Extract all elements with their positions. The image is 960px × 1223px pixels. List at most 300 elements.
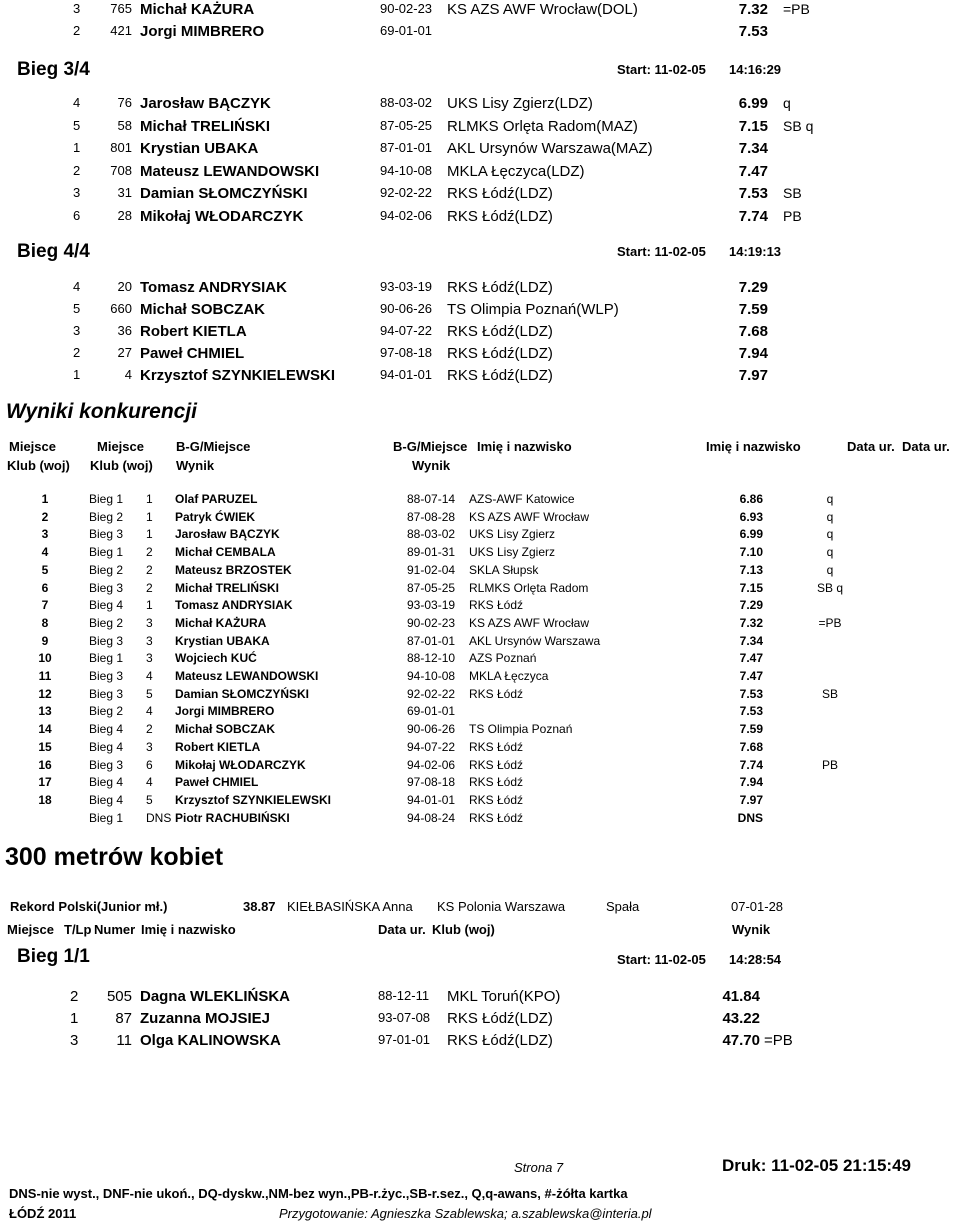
result: DNS [737, 810, 763, 825]
birth-date: 87-05-25 [380, 117, 433, 133]
column-header: Wynik [412, 458, 451, 473]
heat-place: 2 [146, 580, 153, 595]
hdr-result: Wynik [732, 922, 771, 937]
birth-date: 90-06-26 [407, 722, 456, 737]
birth-date: 94-02-06 [407, 757, 456, 772]
birth-date: 92-02-22 [407, 686, 456, 701]
heat: Bieg 4 [89, 792, 124, 807]
rank: 10 [38, 651, 52, 666]
club: KS AZS AWF Wrocław(DOL) [447, 1, 638, 18]
heat: Bieg 4 [89, 598, 124, 613]
result-note: q [826, 545, 834, 560]
column-header: Miejsce [97, 439, 144, 454]
result-note: q [826, 527, 834, 542]
rank: 12 [38, 686, 52, 701]
rank: 14 [38, 722, 52, 737]
club: RKS Łódź [469, 739, 524, 754]
birth-date: 88-07-14 [407, 492, 456, 506]
result: 7.59 [738, 301, 768, 318]
athlete-name: Jorgi MIMBRERO [140, 23, 265, 40]
place: 3 [73, 1, 81, 16]
result-row [0, 988, 960, 1008]
result: 6.93 [739, 509, 763, 524]
result: 7.94 [739, 775, 763, 790]
result: 7.94 [738, 345, 768, 362]
result: 7.29 [738, 279, 768, 296]
athlete-name: Wojciech KUĆ [175, 651, 257, 666]
heat-place: 1 [146, 598, 153, 613]
athlete-name: Olga KALINOWSKA [140, 1032, 281, 1049]
rank: 15 [38, 739, 52, 754]
heat-place: 3 [146, 633, 153, 648]
athlete-name: Paweł CHMIEL [175, 775, 259, 790]
bib-number: 708 [110, 162, 132, 178]
rank: 2 [41, 509, 49, 524]
heat-place: 6 [146, 757, 153, 772]
heat-place: 2 [146, 545, 153, 560]
heat-place: 5 [146, 686, 153, 701]
club: RKS Łódź [469, 810, 524, 825]
athlete-name: Michał SOBCZAK [140, 301, 266, 318]
heat3-title: Bieg 3/4 [17, 59, 90, 80]
athlete-name: Jarosław BĄCZYK [140, 95, 271, 112]
bib-number: 801 [110, 140, 132, 156]
place: 2 [73, 162, 81, 178]
page-number: Strona 7 [514, 1160, 564, 1175]
club: KS AZS AWF Wrocław [469, 509, 590, 524]
result: 7.13 [739, 562, 763, 577]
club: RKS Łódź(LDZ) [447, 1032, 553, 1049]
rank: 9 [41, 633, 49, 648]
result-note: SB q [783, 117, 814, 134]
summary-header-line1 [0, 439, 960, 459]
birth-date: 69-01-01 [407, 704, 456, 719]
heat-place: 5 [146, 792, 153, 807]
heat: Bieg 3 [89, 757, 124, 772]
result-row [0, 279, 960, 299]
birth-date: 94-07-22 [380, 323, 433, 338]
bib-number: 76 [117, 95, 132, 110]
heat-place: 3 [146, 615, 153, 630]
birth-date: 94-01-01 [380, 367, 433, 382]
result: 7.47 [738, 162, 768, 180]
heat-place: 4 [146, 704, 153, 719]
bib-number: 765 [110, 1, 132, 16]
athlete-name: Tomasz ANDRYSIAK [140, 279, 287, 296]
birth-date: 69-01-01 [380, 23, 433, 38]
athlete-name: Robert KIETLA [175, 739, 261, 754]
column-header: Data ur. [902, 439, 950, 454]
result-note: SB q [816, 580, 843, 595]
result: 6.99 [739, 527, 763, 542]
place: 6 [73, 208, 81, 223]
athlete-name: Tomasz ANDRYSIAK [175, 598, 293, 613]
result-row [0, 1010, 960, 1030]
result-row [0, 301, 960, 321]
rank: 17 [38, 775, 52, 790]
club: RLMKS Orlęta Radom(MAZ) [447, 117, 638, 135]
rank: 13 [38, 704, 52, 719]
result: 7.34 [739, 633, 763, 648]
birth-date: 97-08-18 [407, 775, 456, 790]
club: RKS Łódź(LDZ) [447, 323, 553, 340]
result-row [0, 323, 960, 343]
summary-row [0, 811, 960, 831]
heat3-start-label: Start: 11-02-05 [617, 62, 706, 77]
place: 2 [70, 988, 79, 1005]
club: RKS Łódź(LDZ) [447, 345, 553, 362]
place: 1 [73, 367, 81, 382]
club: SKLA Słupsk [469, 562, 539, 577]
result-note: SB [783, 185, 802, 202]
birth-date: 93-03-19 [380, 279, 433, 294]
athlete-name: Mateusz BRZOSTEK [175, 562, 292, 577]
birth-date: 94-07-22 [407, 739, 456, 754]
record-holder: KIEŁBASIŃSKA Anna [287, 899, 413, 914]
athlete-name: Michał TRELIŃSKI [175, 580, 280, 595]
bib-number: 505 [106, 988, 132, 1005]
birth-date: 87-01-01 [407, 633, 456, 648]
heat4-title: Bieg 4/4 [17, 241, 90, 262]
birth-date: 94-02-06 [380, 208, 433, 223]
result-row [0, 140, 960, 160]
heat-place: 3 [146, 739, 153, 754]
heat-place: DNS [146, 810, 172, 825]
birth-date: 92-02-22 [380, 185, 433, 201]
result: 7.15 [738, 117, 768, 135]
result-row [0, 367, 960, 387]
athlete-name: Robert KIETLA [140, 323, 247, 340]
result: 7.59 [739, 722, 763, 737]
athlete-name: Krystian UBAKA [140, 140, 259, 158]
birth-date: 90-02-23 [407, 615, 456, 630]
athlete-name: Jorgi MIMBRERO [175, 704, 275, 719]
bib-number: 660 [110, 301, 132, 316]
rank: 7 [41, 598, 49, 613]
club: RKS Łódź(LDZ) [447, 185, 553, 203]
athlete-name: Krystian UBAKA [175, 633, 270, 648]
athlete-name: Dagna WLEKLIŃSKA [140, 988, 290, 1005]
birth-date: 87-05-25 [407, 580, 456, 595]
heat3-start-time: 14:16:29 [729, 62, 782, 77]
rank: 4 [41, 545, 49, 560]
birth-date: 91-02-04 [407, 562, 456, 577]
rank: 8 [41, 615, 49, 630]
club: UKS Lisy Zgierz [469, 527, 556, 542]
bib-number: 87 [115, 1010, 132, 1027]
result: 7.97 [738, 367, 768, 384]
place: 3 [73, 185, 81, 201]
club: RKS Łódź [469, 686, 524, 701]
birth-date: 87-01-01 [380, 140, 433, 156]
birth-date: 90-06-26 [380, 301, 433, 316]
birth-date: 88-03-02 [380, 95, 433, 110]
heat: Bieg 3 [89, 527, 124, 542]
club: TS Olimpia Poznań(WLP) [447, 301, 619, 318]
place: 2 [73, 23, 81, 38]
bib-number: 421 [110, 23, 132, 38]
rank: 16 [38, 757, 52, 772]
rank: 6 [41, 580, 49, 595]
result-row [0, 23, 960, 43]
heat: Bieg 3 [89, 633, 124, 648]
club: RKS Łódź(LDZ) [447, 279, 553, 296]
prepared-by: Przygotowanie: Agnieszka Szablewska; a.szablewska@interia.pl [279, 1206, 652, 1221]
women-heat-title: Bieg 1/1 [17, 946, 90, 967]
heat-place: 1 [146, 527, 153, 542]
result-note: q [826, 562, 834, 577]
result: 7.47 [739, 651, 763, 666]
club: RKS Łódź(LDZ) [447, 367, 553, 384]
athlete-name: Mikołaj WŁODARCZYK [140, 208, 304, 225]
result: 7.68 [738, 323, 768, 340]
bib-number: 4 [124, 367, 132, 382]
athlete-name: Damian SŁOMCZYŃSKI [175, 686, 310, 701]
athlete-name: Paweł CHMIEL [140, 345, 245, 362]
result: 6.99 [738, 95, 768, 112]
result: 7.53 [738, 23, 768, 40]
club: TS Olimpia Poznań [469, 722, 573, 737]
result-row [0, 95, 960, 115]
heat: Bieg 1 [89, 545, 124, 560]
athlete-name: Michał SOBCZAK [175, 722, 276, 737]
club: RKS Łódź(LDZ) [447, 208, 553, 225]
result-note: q [826, 492, 834, 506]
legend: DNS-nie wyst., DNF-nie ukoń., DQ-dyskw.,NM-bez wyn.,PB-r.życ.,SB-r.sez., Q,q-awans, #-żółta kartka [9, 1186, 628, 1201]
athlete-name: Olaf PARUZEL [175, 492, 258, 506]
city-year: ŁÓDŹ 2011 [9, 1206, 77, 1221]
club: RLMKS Orlęta Radom [469, 580, 589, 595]
result-row [0, 345, 960, 365]
place: 4 [73, 279, 81, 294]
athlete-name: Michał KAŻURA [175, 615, 267, 630]
place: 3 [70, 1032, 79, 1049]
heat: Bieg 3 [89, 686, 124, 701]
club: RKS Łódź(LDZ) [447, 1010, 553, 1027]
record-value: 38.87 [243, 899, 276, 914]
women-heat-start-time: 14:28:54 [729, 952, 782, 967]
birth-date: 93-03-19 [407, 598, 456, 613]
heat4-start-label: Start: 11-02-05 [617, 244, 706, 259]
result: 7.29 [739, 598, 763, 613]
rank: 11 [38, 669, 52, 683]
heat-place: 4 [146, 669, 153, 683]
birth-date: 89-01-31 [407, 545, 456, 560]
result: 7.74 [739, 757, 763, 772]
result: 7.97 [739, 792, 763, 807]
result: 7.74 [738, 208, 768, 225]
result: 7.53 [739, 704, 763, 719]
heat4-start-time: 14:19:13 [729, 244, 782, 259]
result-row [0, 208, 960, 228]
heat-place: 3 [146, 651, 153, 666]
result-note: =PB [818, 615, 842, 630]
heat: Bieg 3 [89, 580, 124, 595]
result: 41.84 [722, 988, 760, 1005]
bib-number: 11 [116, 1032, 132, 1049]
summary-header-line2 [0, 458, 960, 478]
place: 1 [70, 1010, 79, 1027]
club: MKLA Łęczyca [469, 669, 549, 683]
result: 7.15 [739, 580, 763, 595]
record-club: KS Polonia Warszawa [437, 899, 566, 914]
column-header: Miejsce [9, 439, 56, 454]
athlete-name: Mateusz LEWANDOWSKI [140, 162, 320, 180]
hdr-dob: Data ur. [378, 922, 426, 937]
birth-date: 94-10-08 [380, 162, 433, 178]
club: AKL Ursynów Warszawa [469, 633, 601, 648]
result-note: q [783, 95, 791, 111]
heat: Bieg 1 [89, 810, 124, 825]
birth-date: 88-12-11 [378, 988, 430, 1003]
birth-date: 94-10-08 [407, 669, 456, 683]
place: 3 [73, 323, 81, 338]
club: AZS-AWF Katowice [469, 492, 575, 506]
heat: Bieg 4 [89, 722, 124, 737]
place: 4 [73, 95, 81, 110]
column-header: B-G/Miejsce [393, 439, 468, 454]
place: 1 [73, 140, 81, 156]
athlete-name: Patryk ĆWIEK [175, 509, 256, 524]
athlete-name: Michał TRELIŃSKI [140, 117, 271, 135]
column-header: Imię i nazwisko [706, 439, 801, 454]
result: 7.32 [739, 615, 763, 630]
bib-number: 31 [117, 185, 132, 201]
result: 7.32 [738, 1, 768, 18]
result-note: =PB [764, 1032, 793, 1049]
heat: Bieg 4 [89, 775, 124, 790]
result-note: q [826, 509, 834, 524]
hdr-tlp: T/Lp [64, 922, 92, 937]
heat: Bieg 2 [89, 562, 124, 577]
bib-number: 20 [117, 279, 132, 294]
athlete-name: Krzysztof SZYNKIELEWSKI [140, 367, 336, 384]
column-header: Wynik [176, 458, 215, 473]
athlete-name: Michał KAŻURA [140, 1, 255, 18]
athlete-name: Krzysztof SZYNKIELEWSKI [175, 792, 332, 807]
result: 47.70 [722, 1032, 760, 1049]
heat: Bieg 3 [89, 669, 124, 683]
heat-place: 1 [146, 509, 153, 524]
result: 7.10 [739, 545, 763, 560]
club: KS AZS AWF Wrocław [469, 615, 590, 630]
bib-number: 36 [117, 323, 132, 338]
place: 5 [73, 117, 81, 133]
record-place: Spała [606, 899, 640, 914]
bib-number: 27 [117, 345, 132, 360]
result-row [0, 1032, 960, 1052]
club: MKLA Łęczyca(LDZ) [447, 162, 585, 180]
birth-date: 88-12-10 [407, 651, 456, 666]
birth-date: 90-02-23 [380, 1, 433, 16]
rank: 1 [41, 492, 49, 506]
club: AZS Poznań [469, 651, 537, 666]
club: RKS Łódź [469, 757, 524, 772]
heat-place: 4 [146, 775, 153, 790]
club: AKL Ursynów Warszawa(MAZ) [447, 140, 653, 158]
bib-number: 58 [117, 117, 132, 133]
result: 7.53 [738, 185, 768, 203]
result: 7.34 [738, 140, 768, 158]
result-row [0, 163, 960, 183]
birth-date: 93-07-08 [378, 1010, 431, 1025]
column-header: Data ur. [847, 439, 895, 454]
birth-date: 97-08-18 [380, 345, 433, 360]
result: 43.22 [722, 1010, 760, 1027]
club: MKL Toruń(KPO) [447, 988, 561, 1005]
hdr-numer: Numer [94, 922, 136, 937]
hdr-miejsce: Miejsce [7, 922, 54, 937]
club: RKS Łódź [469, 792, 524, 807]
athlete-name: Jarosław BĄCZYK [175, 527, 280, 542]
birth-date: 97-01-01 [378, 1032, 431, 1047]
birth-date: 94-08-24 [407, 810, 456, 825]
club: RKS Łódź [469, 598, 524, 613]
athlete-name: Mateusz LEWANDOWSKI [175, 669, 319, 683]
heat-place: 2 [146, 722, 153, 737]
column-header: Klub (woj) [90, 458, 153, 473]
athlete-name: Damian SŁOMCZYŃSKI [140, 185, 308, 203]
column-header: Klub (woj) [7, 458, 70, 473]
result-note: PB [783, 208, 802, 224]
rank: 18 [38, 792, 52, 807]
athlete-name: Mikołaj WŁODARCZYK [175, 757, 306, 772]
heat: Bieg 2 [89, 704, 124, 719]
result-row [0, 1, 960, 21]
rank: 5 [41, 562, 49, 577]
heat: Bieg 1 [89, 651, 124, 666]
club: UKS Lisy Zgierz [469, 545, 556, 560]
rank: 3 [41, 527, 49, 542]
heat: Bieg 1 [89, 492, 124, 506]
club: RKS Łódź [469, 775, 524, 790]
result-note: PB [821, 757, 838, 772]
place: 2 [73, 345, 81, 360]
result: 7.47 [739, 669, 763, 683]
column-header: Imię i nazwisko [477, 439, 572, 454]
result: 6.86 [739, 492, 763, 506]
hdr-name: Imię i nazwisko [141, 922, 236, 937]
athlete-name: Zuzanna MOJSIEJ [140, 1010, 271, 1027]
result: 7.53 [739, 686, 763, 701]
bib-number: 28 [117, 208, 132, 223]
record-label: Rekord Polski(Junior mł.) [10, 899, 168, 914]
athlete-name: Piotr RACHUBIŃSKI [175, 810, 290, 825]
result-note: =PB [783, 1, 810, 17]
result-note: SB [821, 686, 838, 701]
print-time: Druk: 11-02-05 21:15:49 [722, 1156, 912, 1175]
athlete-name: Michał CEMBALA [175, 545, 276, 560]
heat-place: 1 [146, 492, 153, 506]
result-row [0, 118, 960, 138]
heat: Bieg 4 [89, 739, 124, 754]
women300-title: 300 metrów kobiet [5, 843, 224, 871]
heat-place: 2 [146, 562, 153, 577]
birth-date: 94-01-01 [407, 792, 456, 807]
place: 5 [73, 301, 81, 316]
summary-title: Wyniki konkurencji [6, 400, 197, 423]
birth-date: 87-08-28 [407, 509, 456, 524]
heat: Bieg 2 [89, 509, 124, 524]
heat: Bieg 2 [89, 615, 124, 630]
result: 7.68 [739, 739, 763, 754]
record-date: 07-01-28 [731, 899, 784, 914]
birth-date: 88-03-02 [407, 527, 456, 542]
women-heat-start-label: Start: 11-02-05 [617, 952, 706, 967]
hdr-club: Klub (woj) [432, 922, 495, 937]
club: UKS Lisy Zgierz(LDZ) [447, 95, 593, 112]
column-header: B-G/Miejsce [176, 439, 251, 454]
